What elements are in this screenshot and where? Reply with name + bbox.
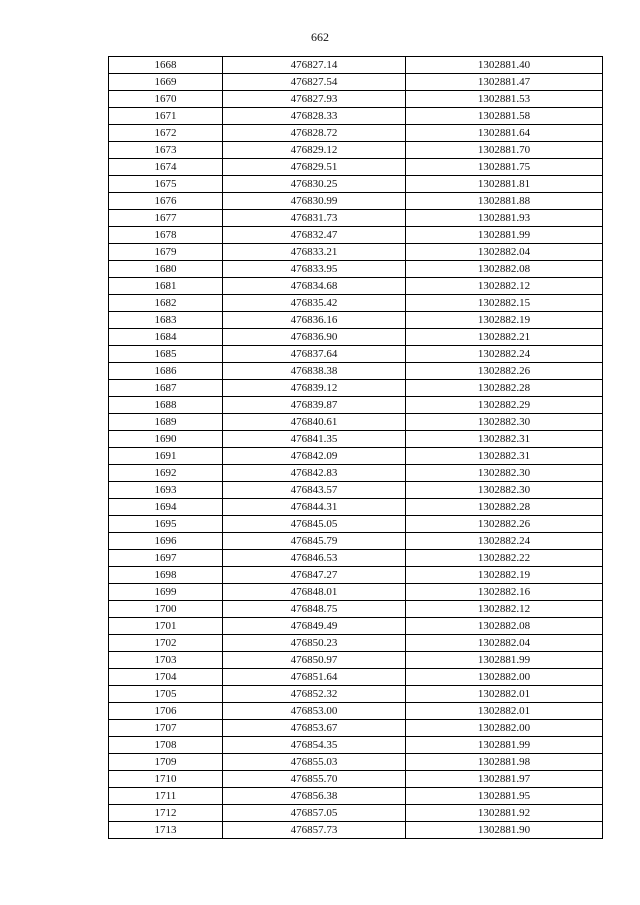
table-row — [109, 329, 603, 346]
point-number-cell: 1684 — [109, 329, 223, 346]
y-coordinate-cell: 1302881.92 — [406, 805, 603, 822]
y-coordinate-cell: 1302881.58 — [406, 108, 603, 125]
point-number-cell: 1698 — [109, 567, 223, 584]
table-row — [109, 822, 603, 839]
y-coordinate-cell: 1302882.12 — [406, 601, 603, 618]
table-row — [109, 754, 603, 771]
y-coordinate-cell: 1302882.22 — [406, 550, 603, 567]
x-coordinate-cell: 476842.83 — [223, 465, 406, 482]
table-row — [109, 261, 603, 278]
y-coordinate-cell: 1302882.19 — [406, 567, 603, 584]
x-coordinate-cell: 476831.73 — [223, 210, 406, 227]
table-row — [109, 363, 603, 380]
table-row — [109, 635, 603, 652]
x-coordinate-cell: 476842.09 — [223, 448, 406, 465]
table-row — [109, 176, 603, 193]
x-coordinate-cell: 476850.97 — [223, 652, 406, 669]
table-row — [109, 380, 603, 397]
table-row — [109, 533, 603, 550]
point-number-cell: 1711 — [109, 788, 223, 805]
point-number-cell: 1706 — [109, 703, 223, 720]
point-number-cell: 1683 — [109, 312, 223, 329]
x-coordinate-cell: 476833.21 — [223, 244, 406, 261]
x-coordinate-cell: 476839.12 — [223, 380, 406, 397]
y-coordinate-cell: 1302882.24 — [406, 346, 603, 363]
y-coordinate-cell: 1302882.26 — [406, 516, 603, 533]
x-coordinate-cell: 476829.51 — [223, 159, 406, 176]
x-coordinate-cell: 476827.54 — [223, 74, 406, 91]
y-coordinate-cell: 1302882.04 — [406, 244, 603, 261]
table-row — [109, 550, 603, 567]
x-coordinate-cell: 476851.64 — [223, 669, 406, 686]
y-coordinate-cell: 1302882.12 — [406, 278, 603, 295]
table-row — [109, 652, 603, 669]
table-row — [109, 295, 603, 312]
y-coordinate-cell: 1302881.53 — [406, 91, 603, 108]
table-row — [109, 805, 603, 822]
y-coordinate-cell: 1302881.40 — [406, 57, 603, 74]
point-number-cell: 1675 — [109, 176, 223, 193]
point-number-cell: 1689 — [109, 414, 223, 431]
y-coordinate-cell: 1302882.30 — [406, 465, 603, 482]
point-number-cell: 1680 — [109, 261, 223, 278]
x-coordinate-cell: 476853.67 — [223, 720, 406, 737]
y-coordinate-cell: 1302881.88 — [406, 193, 603, 210]
coordinates-table — [108, 56, 603, 839]
table-row — [109, 397, 603, 414]
y-coordinate-cell: 1302882.29 — [406, 397, 603, 414]
page-number: 662 — [311, 30, 329, 44]
x-coordinate-cell: 476833.95 — [223, 261, 406, 278]
table-row — [109, 278, 603, 295]
table-row — [109, 91, 603, 108]
x-coordinate-cell: 476856.38 — [223, 788, 406, 805]
x-coordinate-cell: 476854.35 — [223, 737, 406, 754]
point-number-cell: 1713 — [109, 822, 223, 839]
x-coordinate-cell: 476850.23 — [223, 635, 406, 652]
table-row — [109, 686, 603, 703]
y-coordinate-cell: 1302882.31 — [406, 431, 603, 448]
x-coordinate-cell: 476848.01 — [223, 584, 406, 601]
point-number-cell: 1681 — [109, 278, 223, 295]
y-coordinate-cell: 1302882.08 — [406, 261, 603, 278]
table-row — [109, 227, 603, 244]
point-number-cell: 1709 — [109, 754, 223, 771]
y-coordinate-cell: 1302881.81 — [406, 176, 603, 193]
y-coordinate-cell: 1302882.28 — [406, 380, 603, 397]
y-coordinate-cell: 1302882.01 — [406, 703, 603, 720]
point-number-cell: 1701 — [109, 618, 223, 635]
point-number-cell: 1699 — [109, 584, 223, 601]
y-coordinate-cell: 1302882.26 — [406, 363, 603, 380]
y-coordinate-cell: 1302881.95 — [406, 788, 603, 805]
point-number-cell: 1702 — [109, 635, 223, 652]
x-coordinate-cell: 476855.03 — [223, 754, 406, 771]
point-number-cell: 1705 — [109, 686, 223, 703]
table-row — [109, 516, 603, 533]
y-coordinate-cell: 1302882.24 — [406, 533, 603, 550]
table-row — [109, 108, 603, 125]
y-coordinate-cell: 1302882.21 — [406, 329, 603, 346]
x-coordinate-cell: 476835.42 — [223, 295, 406, 312]
point-number-cell: 1679 — [109, 244, 223, 261]
point-number-cell: 1693 — [109, 482, 223, 499]
x-coordinate-cell: 476838.38 — [223, 363, 406, 380]
point-number-cell: 1678 — [109, 227, 223, 244]
point-number-cell: 1695 — [109, 516, 223, 533]
x-coordinate-cell: 476848.75 — [223, 601, 406, 618]
table-row — [109, 584, 603, 601]
table-row — [109, 703, 603, 720]
table-row — [109, 669, 603, 686]
y-coordinate-cell: 1302881.90 — [406, 822, 603, 839]
x-coordinate-cell: 476827.93 — [223, 91, 406, 108]
x-coordinate-cell: 476834.68 — [223, 278, 406, 295]
point-number-cell: 1676 — [109, 193, 223, 210]
x-coordinate-cell: 476837.64 — [223, 346, 406, 363]
point-number-cell: 1712 — [109, 805, 223, 822]
y-coordinate-cell: 1302882.28 — [406, 499, 603, 516]
y-coordinate-cell: 1302882.04 — [406, 635, 603, 652]
table-row — [109, 312, 603, 329]
point-number-cell: 1677 — [109, 210, 223, 227]
table-row — [109, 737, 603, 754]
table-row — [109, 244, 603, 261]
x-coordinate-cell: 476852.32 — [223, 686, 406, 703]
table-row — [109, 499, 603, 516]
point-number-cell: 1685 — [109, 346, 223, 363]
x-coordinate-cell: 476839.87 — [223, 397, 406, 414]
coordinates-table-body — [109, 57, 603, 839]
point-number-cell: 1700 — [109, 601, 223, 618]
table-row — [109, 346, 603, 363]
y-coordinate-cell: 1302882.30 — [406, 482, 603, 499]
table-row — [109, 125, 603, 142]
x-coordinate-cell: 476847.27 — [223, 567, 406, 584]
x-coordinate-cell: 476828.33 — [223, 108, 406, 125]
point-number-cell: 1673 — [109, 142, 223, 159]
x-coordinate-cell: 476845.79 — [223, 533, 406, 550]
point-number-cell: 1672 — [109, 125, 223, 142]
y-coordinate-cell: 1302881.64 — [406, 125, 603, 142]
y-coordinate-cell: 1302881.93 — [406, 210, 603, 227]
point-number-cell: 1674 — [109, 159, 223, 176]
point-number-cell: 1686 — [109, 363, 223, 380]
y-coordinate-cell: 1302882.19 — [406, 312, 603, 329]
table-row — [109, 74, 603, 91]
point-number-cell: 1696 — [109, 533, 223, 550]
table-row — [109, 57, 603, 74]
table-row — [109, 788, 603, 805]
table-row — [109, 465, 603, 482]
y-coordinate-cell: 1302881.70 — [406, 142, 603, 159]
table-row — [109, 142, 603, 159]
x-coordinate-cell: 476853.00 — [223, 703, 406, 720]
x-coordinate-cell: 476840.61 — [223, 414, 406, 431]
point-number-cell: 1690 — [109, 431, 223, 448]
y-coordinate-cell: 1302881.99 — [406, 227, 603, 244]
point-number-cell: 1668 — [109, 57, 223, 74]
y-coordinate-cell: 1302882.08 — [406, 618, 603, 635]
y-coordinate-cell: 1302881.99 — [406, 652, 603, 669]
point-number-cell: 1670 — [109, 91, 223, 108]
y-coordinate-cell: 1302881.99 — [406, 737, 603, 754]
table-row — [109, 618, 603, 635]
table-row — [109, 448, 603, 465]
table-row — [109, 414, 603, 431]
point-number-cell: 1708 — [109, 737, 223, 754]
x-coordinate-cell: 476844.31 — [223, 499, 406, 516]
point-number-cell: 1688 — [109, 397, 223, 414]
x-coordinate-cell: 476832.47 — [223, 227, 406, 244]
y-coordinate-cell: 1302881.75 — [406, 159, 603, 176]
y-coordinate-cell: 1302882.15 — [406, 295, 603, 312]
point-number-cell: 1692 — [109, 465, 223, 482]
point-number-cell: 1687 — [109, 380, 223, 397]
point-number-cell: 1697 — [109, 550, 223, 567]
x-coordinate-cell: 476843.57 — [223, 482, 406, 499]
y-coordinate-cell: 1302882.00 — [406, 669, 603, 686]
point-number-cell: 1710 — [109, 771, 223, 788]
x-coordinate-cell: 476841.35 — [223, 431, 406, 448]
point-number-cell: 1704 — [109, 669, 223, 686]
point-number-cell: 1707 — [109, 720, 223, 737]
x-coordinate-cell: 476845.05 — [223, 516, 406, 533]
point-number-cell: 1691 — [109, 448, 223, 465]
x-coordinate-cell: 476830.99 — [223, 193, 406, 210]
x-coordinate-cell: 476830.25 — [223, 176, 406, 193]
x-coordinate-cell: 476836.90 — [223, 329, 406, 346]
y-coordinate-cell: 1302882.30 — [406, 414, 603, 431]
point-number-cell: 1669 — [109, 74, 223, 91]
table-row — [109, 193, 603, 210]
table-row — [109, 431, 603, 448]
x-coordinate-cell: 476836.16 — [223, 312, 406, 329]
table-row — [109, 601, 603, 618]
x-coordinate-cell: 476857.05 — [223, 805, 406, 822]
point-number-cell: 1694 — [109, 499, 223, 516]
table-row — [109, 720, 603, 737]
y-coordinate-cell: 1302882.01 — [406, 686, 603, 703]
y-coordinate-cell: 1302881.97 — [406, 771, 603, 788]
point-number-cell: 1671 — [109, 108, 223, 125]
x-coordinate-cell: 476827.14 — [223, 57, 406, 74]
y-coordinate-cell: 1302882.00 — [406, 720, 603, 737]
table-row — [109, 771, 603, 788]
table-row — [109, 482, 603, 499]
x-coordinate-cell: 476828.72 — [223, 125, 406, 142]
point-number-cell: 1703 — [109, 652, 223, 669]
x-coordinate-cell: 476849.49 — [223, 618, 406, 635]
y-coordinate-cell: 1302881.98 — [406, 754, 603, 771]
x-coordinate-cell: 476829.12 — [223, 142, 406, 159]
table-row — [109, 567, 603, 584]
y-coordinate-cell: 1302882.16 — [406, 584, 603, 601]
y-coordinate-cell: 1302882.31 — [406, 448, 603, 465]
y-coordinate-cell: 1302881.47 — [406, 74, 603, 91]
x-coordinate-cell: 476855.70 — [223, 771, 406, 788]
table-row — [109, 210, 603, 227]
x-coordinate-cell: 476857.73 — [223, 822, 406, 839]
x-coordinate-cell: 476846.53 — [223, 550, 406, 567]
point-number-cell: 1682 — [109, 295, 223, 312]
table-row — [109, 159, 603, 176]
